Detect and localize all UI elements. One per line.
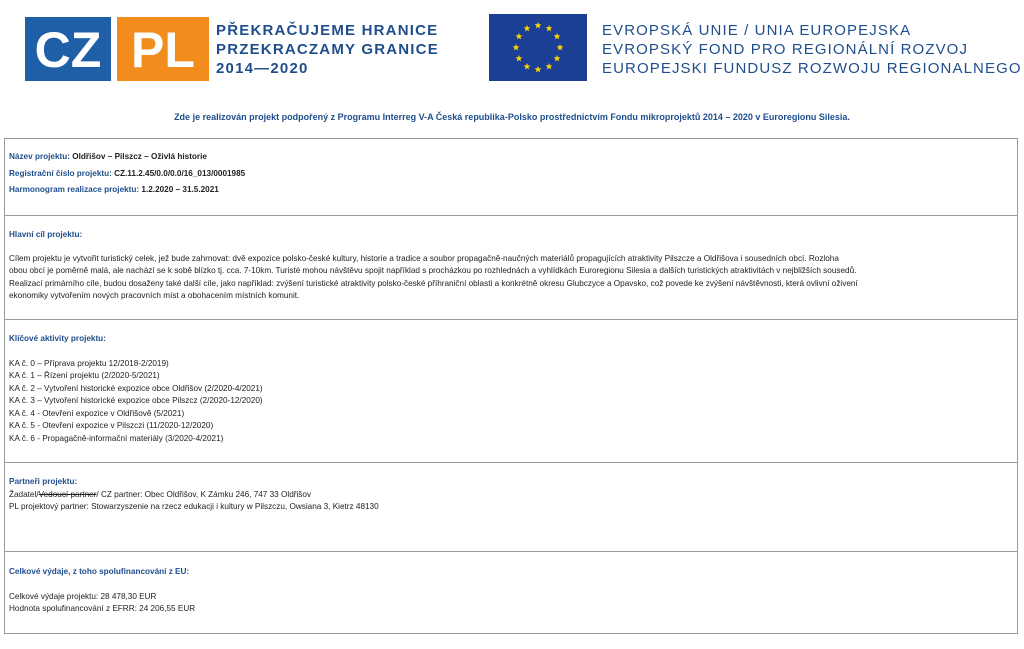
partners-section bbox=[5, 462, 1017, 551]
activity-item: KA č. 1 – Řízení projektu (2/2020-5/2021) bbox=[9, 371, 160, 380]
eu-line-1: EVROPSKÁ UNIE / UNIA EUROPEJSKA bbox=[602, 22, 912, 39]
cz-logo-letters: CZ bbox=[34, 22, 102, 78]
eu-line-2: EVROPSKÝ FOND PRO REGIONÁLNÍ ROZVOJ bbox=[602, 41, 969, 58]
cz-pl-logo bbox=[25, 17, 209, 81]
activity-item: KA č. 4 - Otevření expozice v Oldřišově (5/2021) bbox=[9, 408, 185, 418]
goal-label: Hlavní cíl projektu: bbox=[9, 230, 83, 239]
partner-pl-line: PL projektový partner: Stowarzyszenie na rzecz edukacji i kultury w Pilszczu, Owsiana 3, Kietrz 48130 bbox=[9, 502, 379, 511]
activity-item: KA č. 6 - Propagačně-informační materiály (3/2020-4/2021) bbox=[9, 433, 224, 443]
logo-header bbox=[0, 0, 1024, 98]
goal-line: Realizací primárního cíle, budou dosaženy také další cíle, jako například: zvýšení turistické atraktivity polsko-české příhraniční oblasti a konkrétně okresu Glubczyce a Opavsko, což povede ke zvýšení návštěvnosti, která ovlivní oživení bbox=[9, 278, 858, 288]
schedule-value: 1.2.2020 – 31.5.2021 bbox=[141, 185, 219, 194]
pl-logo-letters: PL bbox=[131, 22, 195, 78]
czpl-line-pl: PRZEKRACZAMY GRANICE bbox=[216, 41, 439, 58]
activity-item: KA č. 5 - Otevření expozice v Pilszczi (11/2020-12/2020) bbox=[9, 421, 214, 430]
partner-cz-line bbox=[9, 489, 1013, 502]
partner-cz-rest: / CZ partner: Obec Oldřišov, K Zámku 246, 747 33 Oldřišov bbox=[96, 489, 312, 499]
total-cost: Celkové výdaje projektu: 28 478,30 EUR bbox=[9, 591, 157, 601]
activities-section bbox=[5, 319, 1017, 462]
reg-number-value: CZ.11.2.45/0.0/0.0/16_013/0001985 bbox=[114, 168, 246, 178]
project-basic-section bbox=[5, 139, 1017, 215]
goal-section bbox=[5, 215, 1017, 319]
eu-slogan bbox=[602, 21, 1022, 78]
costs-label: Celkové výdaje, z toho spolufinancování z EU: bbox=[9, 567, 190, 576]
reg-number-label: Registrační číslo projektu: bbox=[9, 168, 112, 178]
goal-line: Cílem projektu je vytvořit turistický celek, jež bude zahrnovat: dvě expozice polsko-české kultury, historie a tradice a soubor propagačně-naučných materiálů propagujících atraktivity Pilszcze a Oldřišova i sousedních obcí. Rozloha bbox=[9, 253, 839, 263]
efrr-cost: Hodnota spolufinancování z EFRR: 24 206,55 EUR bbox=[9, 604, 196, 613]
czpl-line-years: 2014—2020 bbox=[216, 60, 309, 77]
goal-line: obou obcí je poměrně malá, ale nachází se k sobě blízko tj. cca. 7-10km. Turisté mohou návštěvu spojit například s procházkou po rozhlednách a vyhlídkách Euroregionu Silesia a dalších turistických atraktivitách v nejbližších sousedů. bbox=[9, 266, 857, 275]
project-name-label: Název projektu: bbox=[9, 152, 70, 161]
intro-text: Zde je realizován projekt podpořený z Programu Interreg V-A Česká republika-Polsko prostřednictvím Fondu mikroprojektů 2014 – 2020 v Euroregionu Silesia. bbox=[174, 112, 850, 122]
eu-flag-icon bbox=[489, 14, 587, 81]
czpl-line-cz: PŘEKRAČUJEME HRANICE bbox=[216, 22, 439, 39]
activity-item: KA č. 3 – Vytvoření historické expozice obce Pilszcz (2/2020-12/2020) bbox=[9, 396, 263, 405]
activities-label: Klíčové aktivity projektu: bbox=[9, 334, 106, 343]
partners-label: Partneři projektu: bbox=[9, 477, 78, 486]
schedule-label: Harmonogram realizace projektu: bbox=[9, 185, 140, 194]
eu-line-3: EUROPEJSKI FUNDUSZ ROZWOJU REGIONALNEGO bbox=[602, 60, 1022, 77]
activity-item: KA č. 2 – Vytvoření historické expozice obce Oldřišov (2/2020-4/2021) bbox=[9, 383, 263, 393]
project-info-table bbox=[4, 138, 1018, 634]
activity-item: KA č. 0 – Příprava projektu 12/2018-2/2019) bbox=[9, 358, 169, 368]
partner-cz-prefix: Žadatel/ bbox=[9, 489, 39, 499]
czpl-slogan bbox=[216, 21, 439, 78]
project-name-value: Oldřišov – Pilszcz – Oživlá historie bbox=[72, 152, 207, 161]
partner-cz-struck: Vedoucí partner bbox=[38, 489, 97, 499]
goal-line: ekonomiky vytvořením nových pracovních míst a obohacením místních komunit. bbox=[9, 291, 300, 300]
costs-section bbox=[5, 551, 1017, 633]
